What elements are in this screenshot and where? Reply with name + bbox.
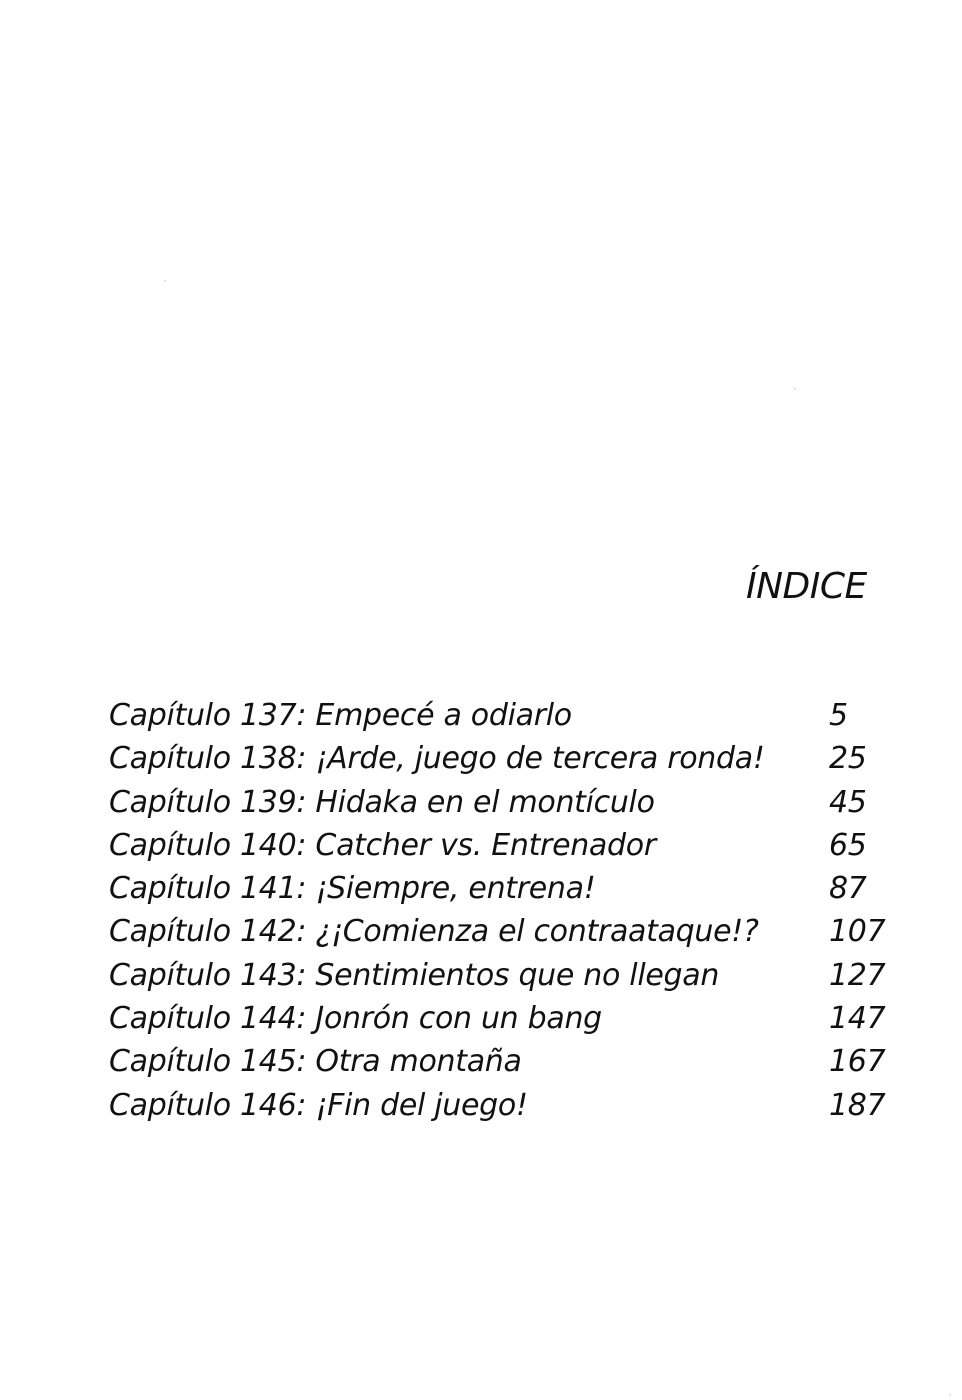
toc-entry bbox=[109, 737, 879, 780]
index-title: ÍNDICE bbox=[746, 566, 867, 607]
paper-speck bbox=[164, 280, 166, 282]
table-of-contents bbox=[109, 694, 886, 1127]
toc-entry bbox=[109, 824, 879, 867]
chapter-page-number: 187 bbox=[829, 1087, 886, 1123]
toc-entry bbox=[109, 1084, 886, 1127]
chapter-title: Capítulo 145: Otra montaña bbox=[109, 1044, 522, 1080]
chapter-page-number: 25 bbox=[829, 741, 867, 777]
chapter-title: Capítulo 138: ¡Arde, juego de tercera ronda! bbox=[109, 741, 765, 777]
chapter-page-number: 167 bbox=[829, 1044, 886, 1080]
toc-entry bbox=[109, 781, 879, 824]
chapter-title: Capítulo 142: ¿¡Comienza el contraataque!? bbox=[109, 914, 759, 950]
chapter-title: Capítulo 137: Empecé a odiarlo bbox=[109, 698, 572, 733]
toc-entry bbox=[109, 954, 886, 997]
toc-entry bbox=[109, 1040, 886, 1083]
toc-entry bbox=[109, 910, 886, 953]
toc-entry bbox=[109, 694, 879, 737]
chapter-title: Capítulo 141: ¡Siempre, entrena! bbox=[109, 871, 596, 907]
paper-speck bbox=[949, 1394, 951, 1396]
chapter-page-number: 107 bbox=[829, 914, 886, 950]
chapter-page-number: 5 bbox=[829, 698, 848, 733]
chapter-page-number: 45 bbox=[829, 784, 867, 820]
chapter-page-number: 147 bbox=[829, 1001, 886, 1037]
chapter-title: Capítulo 140: Catcher vs. Entrenador bbox=[109, 827, 656, 863]
chapter-page-number: 65 bbox=[829, 827, 867, 863]
chapter-title: Capítulo 144: Jonrón con un bang bbox=[109, 1001, 602, 1037]
chapter-title: Capítulo 143: Sentimientos que no llegan bbox=[109, 957, 720, 993]
paper-speck bbox=[794, 388, 796, 390]
chapter-title: Capítulo 139: Hidaka en el montículo bbox=[109, 784, 655, 820]
toc-entry bbox=[109, 867, 879, 910]
chapter-title: Capítulo 146: ¡Fin del juego! bbox=[109, 1087, 528, 1123]
chapter-page-number: 127 bbox=[829, 957, 886, 993]
chapter-page-number: 87 bbox=[829, 871, 867, 907]
toc-entry bbox=[109, 997, 886, 1040]
